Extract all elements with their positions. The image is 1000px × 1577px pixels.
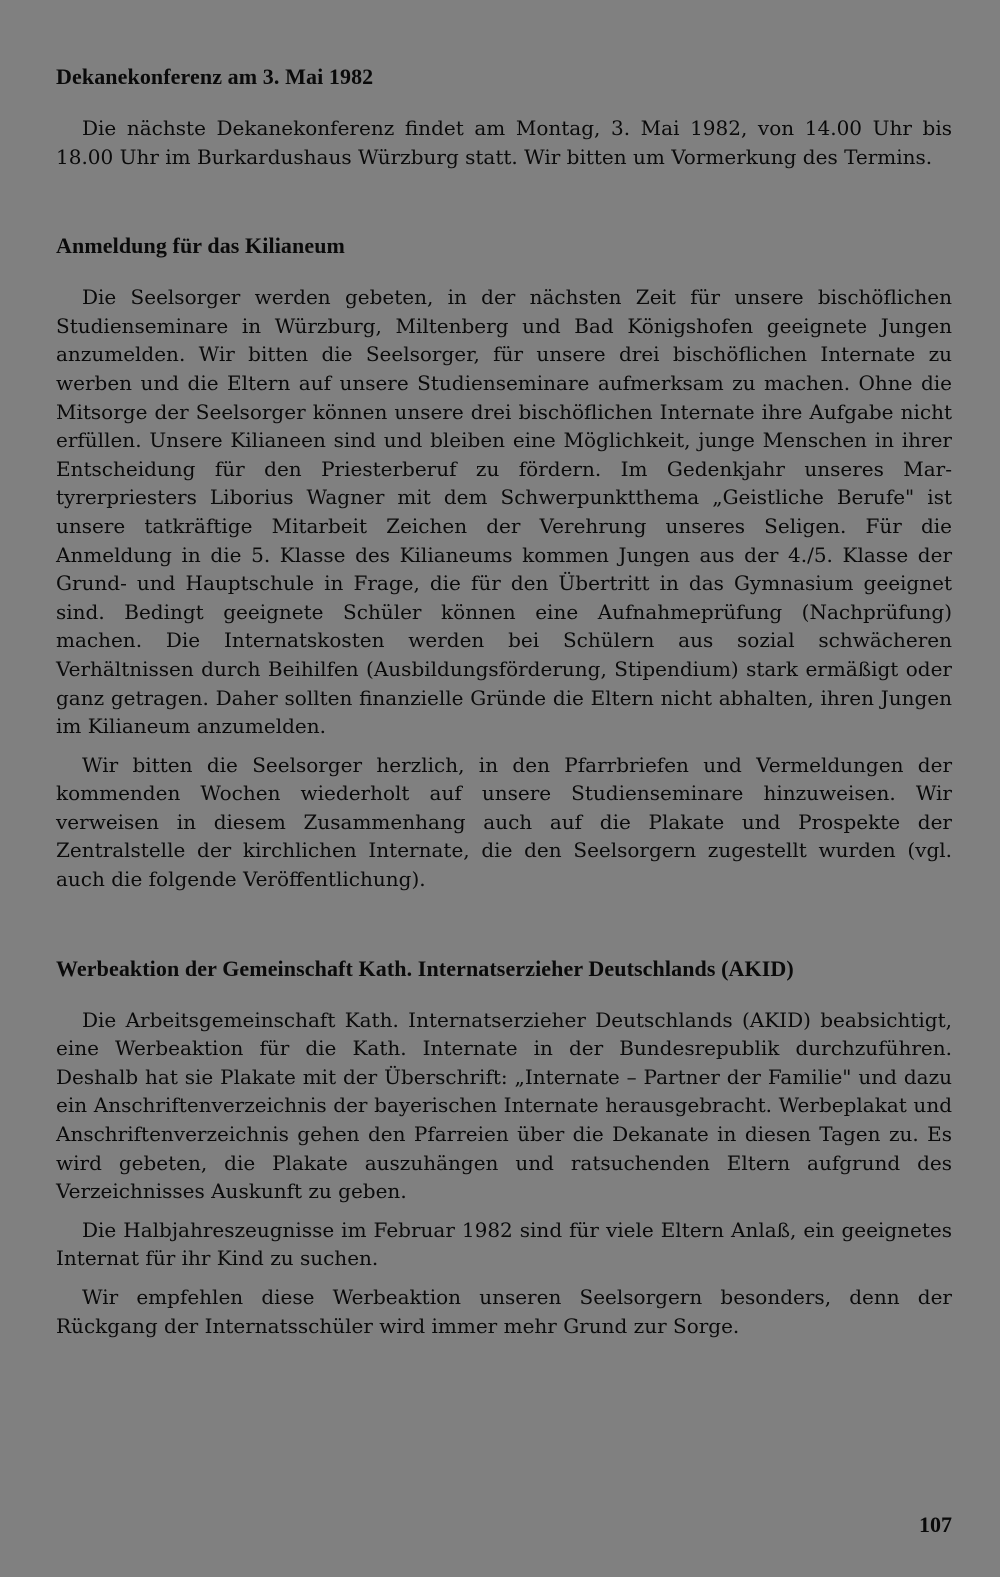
section-dekanekonferenz: [56, 62, 952, 171]
section-heading: Werbeaktion der Gemeinschaft Kath. Internatserzieher Deutschlands (AKID): [56, 955, 794, 981]
paragraph: Die Halbjahreszeugnisse im Februar 1982 sind für viele Eltern Anlaß, ein geeignetes Internat für ihr Kind zu suchen.: [56, 1217, 952, 1271]
document-page: [56, 62, 952, 1350]
section-heading: Dekanekonferenz am 3. Mai 1982: [56, 64, 374, 89]
paragraph: Wir bitten die Seelsorger herzlich, in den Pfarrbriefen und Vermeldungen der kommenden Wochen wiederholt auf unsere Studienseminare hinzuweisen. Wir verweisen in diesem Zusammenhang auch auf die Plakate und Prospekte der Zentralstelle der kirchlichen Internate, die den Seelsorgern zugestellt wurden (vgl. auch die folgende Veröffentlichung).: [56, 752, 952, 892]
paragraph: Die Seelsorger werden gebeten, in der nächsten Zeit für unsere bischöflichen Studienseminare in Würzburg, Miltenberg und Bad Königshofen geeignete Jungen anzumelden. Wir bitten die Seelsorger, für unsere drei bischöflichen Internate zu werben und die Eltern auf unsere Studienseminare aufmerksam zu machen. Ohne die Mitsorge der Seelsorger können unsere drei bischöflichen Internate ihre Aufgabe nicht erfüllen. Unsere Kilianeen sind und bleiben eine Möglichkeit, junge Menschen in ihrer Entscheidung für den Priesterberuf zu fördern. Im Gedenkjahr unseres Martyrerpriesters Liborius Wagner mit dem Schwerpunktthema „Geistliche Berufe" ist unsere tatkräftige Mitarbeit Zeichen der Verehrung unseres Seligen. Für die Anmeldung in die 5. Klasse des Kilianeums kommen Jungen aus der 4./5. Klasse der Grund- und Hauptschule in Frage, die für den Übertritt in das Gymnasium geeignet sind. Bedingt geeignete Schüler können eine Aufnahmeprüfung (Nachprüfung) machen. Die Internatskosten werden bei Schülern aus sozial schwächeren Verhältnissen durch Beihilfen (Ausbildungsförderung, Stipendium) stark ermäßigt oder ganz getragen. Daher sollten finanzielle Gründe die Eltern nicht abhalten, ihren Jungen im Kilianeum anzumelden.: [56, 285, 952, 739]
section-heading: Anmeldung für das Kilianeum: [56, 233, 345, 259]
section-werbeaktion: [56, 954, 952, 1341]
section-kilianeum: [56, 231, 952, 893]
paragraph: Die nächste Dekanekonferenz findet am Montag, 3. Mai 1982, von 14.00 Uhr bis 18.00 Uhr im Burkardushaus Würzburg statt. Wir bitten um Vormerkung des Termins.: [56, 116, 952, 169]
page-number: 107: [919, 1512, 952, 1537]
paragraph: Wir empfehlen diese Werbeaktion unseren Seelsorgern besonders, denn der Rückgang der Internatsschüler wird immer mehr Grund zur Sorge.: [56, 1285, 952, 1338]
paragraph: Die Arbeitsgemeinschaft Kath. Internatserzieher Deutschlands (AKID) beabsichtigt, eine Werbeaktion für die Kath. Internate in der Bundesrepublik durchzuführen. Deshalb hat sie Plakate mit der Überschrift: „Internate – Partner der Familie" und dazu ein Anschriftenverzeichnis der bayerischen Internate herausgebracht. Werbeplakat und Anschriftenverzeichnis gehen den Pfarreien über die Dekanate in diesen Tagen zu. Es wird gebeten, die Plakate auszuhängen und ratsuchenden Eltern aufgrund des Verzeichnisses Auskunft zu geben.: [56, 1007, 952, 1204]
